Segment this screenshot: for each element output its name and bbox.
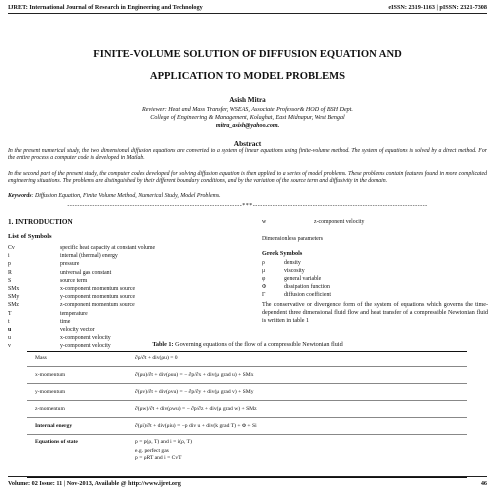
symbol-row	[8, 310, 238, 318]
greek-row	[262, 291, 488, 299]
running-header	[8, 4, 487, 11]
keywords-text: : Diffusion Equation, Finite Volume Method, Numerical Study, Model Problems.	[31, 193, 221, 199]
governing-equations-table	[27, 351, 467, 478]
footer-rule	[8, 476, 487, 477]
symbol: i	[8, 253, 10, 260]
symbol-row	[8, 269, 238, 277]
greek-row	[262, 267, 488, 275]
table-row	[27, 389, 467, 395]
equation: p = p(ρ, T) and i = i(ρ, T)	[135, 439, 192, 445]
symbol-row	[8, 301, 238, 309]
table-caption-text: Governing equations of the flow of a compressible Newtonian fluid	[173, 341, 343, 348]
table-row	[27, 455, 467, 461]
greek-row	[262, 283, 488, 291]
list-of-symbols-heading: List of Symbols	[8, 233, 52, 240]
symbol-description: specific heat capacity at constant volume	[60, 245, 156, 251]
symbol-row	[8, 252, 238, 260]
symbol: SMz	[8, 302, 19, 309]
page-footer	[8, 480, 487, 487]
table-row	[27, 355, 467, 361]
symbol-description: velocity vector	[60, 327, 95, 334]
symbol-row-w	[262, 218, 488, 226]
symbol-row	[8, 277, 238, 285]
keywords-label: Keywords	[8, 193, 32, 199]
equation: ∂(ρi)/∂t + div(ρiu) = −p div u + div(k grad T) + Φ + Si	[135, 423, 257, 429]
symbol-description: pressure	[60, 261, 80, 268]
symbol: p	[8, 261, 11, 268]
symbol-row	[8, 260, 238, 268]
symbol: SMy	[8, 294, 20, 301]
affiliation-line-1: Reviewer: Heat and Mass Transfer, WSEAS, Associate Professor& HOD of BSH Dept.	[142, 107, 353, 113]
table-divider	[27, 417, 467, 418]
title-line-1: FINITE-VOLUME SOLUTION OF DIFFUSION EQUATION AND	[93, 49, 402, 60]
table-divider	[27, 400, 467, 401]
paper-title	[20, 44, 475, 88]
table-row	[27, 372, 467, 378]
table-row	[27, 448, 467, 454]
symbols-list	[8, 244, 238, 351]
footer-volume: Volume: 02 Issue: 11 | Nov-2013, Available @ http://www.ijret.org	[8, 480, 181, 487]
greek-symbols-list	[262, 259, 488, 299]
equation-label: Mass	[35, 355, 47, 361]
table-divider	[27, 383, 467, 384]
author-name: Asish Mitra	[229, 96, 266, 104]
equation: ∂ρ/∂t + div(ρu) = 0	[135, 355, 178, 361]
symbol-description: x-component velocity	[60, 335, 111, 342]
symbol-row	[8, 285, 238, 293]
keywords	[8, 193, 487, 199]
symbol: w	[262, 219, 267, 225]
symbol-description: z-component velocity	[314, 219, 365, 225]
symbol-row	[8, 318, 238, 326]
equation-label: Equations of state	[35, 439, 78, 445]
equation-label: x-momentum	[35, 372, 66, 378]
intro-paragraph: The conservative or divergence form of the system of equations which governs the time-dependent three dimensional fluid flow and heat transfer of a compressible Newtonian fluid is written in table 1	[262, 302, 488, 324]
symbol: Cv	[8, 245, 15, 251]
greek-symbol: μ	[262, 268, 266, 274]
greek-description: general variable	[284, 276, 322, 282]
greek-symbol: φ	[262, 276, 266, 282]
table-divider	[27, 366, 467, 367]
symbol-description: source term	[60, 277, 88, 284]
author-email[interactable]: mitra_asish@yahoo.com.	[215, 123, 280, 129]
dimensionless-heading: Dimensionless parameters	[262, 236, 324, 242]
greek-symbol: Γ	[262, 292, 266, 298]
symbol-description: z-component momentum source	[60, 302, 135, 309]
table-row	[27, 423, 467, 429]
symbol: v	[8, 343, 11, 350]
equation: ∂(ρv)/∂t + div(ρvu) = − ∂p/∂y + div(μ grad v) + SMy	[135, 389, 254, 395]
equation-label: Internal energy	[35, 423, 73, 429]
symbol: S	[8, 277, 12, 284]
equation-label: y-momentum	[35, 389, 66, 395]
equation-label: z-momentum	[35, 406, 65, 412]
header-issn: eISSN: 2319-1163 | pISSN: 2321-7308	[388, 4, 487, 11]
section-separator: ----------------------------------------------------------------------***----------------------------------------------------------------------	[67, 203, 428, 209]
symbol-description: y-component velocity	[60, 343, 111, 350]
symbol-description: y-component momentum source	[60, 294, 136, 301]
abstract-heading: Abstract	[233, 139, 262, 148]
equation-label	[27, 448, 135, 454]
table-row	[27, 406, 467, 412]
affiliation	[0, 106, 495, 130]
header-journal: IJRET: International Journal of Research in Engineering and Technology	[8, 4, 203, 11]
greek-description: dissipation function	[284, 284, 330, 290]
abstract-paragraph-1: In the present numerical study, the two dimensional diffusion equations are converted to a system of linear equations using finite-volume method. The system of equations is solved by a direct method. For the entire process a computer code is developed in Matlab.	[8, 148, 487, 162]
header-rule	[8, 13, 487, 14]
equation: p = ρRT and i = CvT	[135, 455, 182, 461]
greek-row	[262, 275, 488, 283]
greek-description: viscosity	[284, 268, 305, 274]
symbol: T	[8, 310, 12, 317]
table-caption-label: Table 1:	[152, 341, 174, 348]
symbol: u	[8, 327, 12, 334]
symbol: t	[8, 318, 10, 325]
page-number: 46	[480, 480, 487, 487]
greek-description: diffusion coefficient	[284, 292, 331, 298]
greek-symbols-heading: Greek Symbols	[262, 250, 303, 257]
abstract-paragraph-2: In the second part of the present study, the computer codes developed for solving diffusion equation is then applied to a series of model problems. These problems contain features found in more complicated engineering situations. The problems are distinguished by their different boundary conditions, and by the variation of the source term and diffusivity in the domain.	[8, 171, 487, 185]
greek-row	[262, 259, 488, 267]
title-line-2: APPLICATION TO MODEL PROBLEMS	[149, 71, 346, 82]
symbol-description: temperature	[60, 310, 88, 317]
affiliation-line-2: College of Engineering & Management, Kolaghat, East Midnapur, West Bengal	[150, 115, 345, 121]
greek-description: density	[284, 260, 301, 266]
equation: ∂(ρu)/∂t + div(ρuu) = − ∂p/∂x + div(μ grad u) + SMx	[135, 372, 254, 378]
table-divider	[27, 434, 467, 435]
equation-label	[27, 455, 135, 461]
symbol-description: x-component momentum source	[60, 286, 136, 293]
section-heading-introduction: 1. INTRODUCTION	[8, 218, 73, 226]
greek-symbol: Φ	[262, 284, 267, 290]
symbol: u	[8, 335, 11, 342]
symbol-row	[8, 244, 238, 252]
symbol-row	[8, 293, 238, 301]
equation: e.g. perfect gas	[135, 448, 169, 454]
equation: ∂(ρw)/∂t + div(ρwu) = − ∂p/∂z + div(μ grad w) + SMz	[135, 406, 257, 412]
symbol-row	[8, 326, 238, 334]
symbol-description: internal (thermal) energy	[60, 253, 118, 260]
table-row	[27, 439, 467, 445]
symbol-description: universal gas constant	[60, 269, 112, 276]
symbol: R	[8, 269, 12, 276]
greek-symbol: ρ	[262, 260, 265, 266]
table-caption	[0, 341, 495, 348]
symbol: SMx	[8, 286, 20, 293]
symbol-description: time	[60, 318, 71, 325]
